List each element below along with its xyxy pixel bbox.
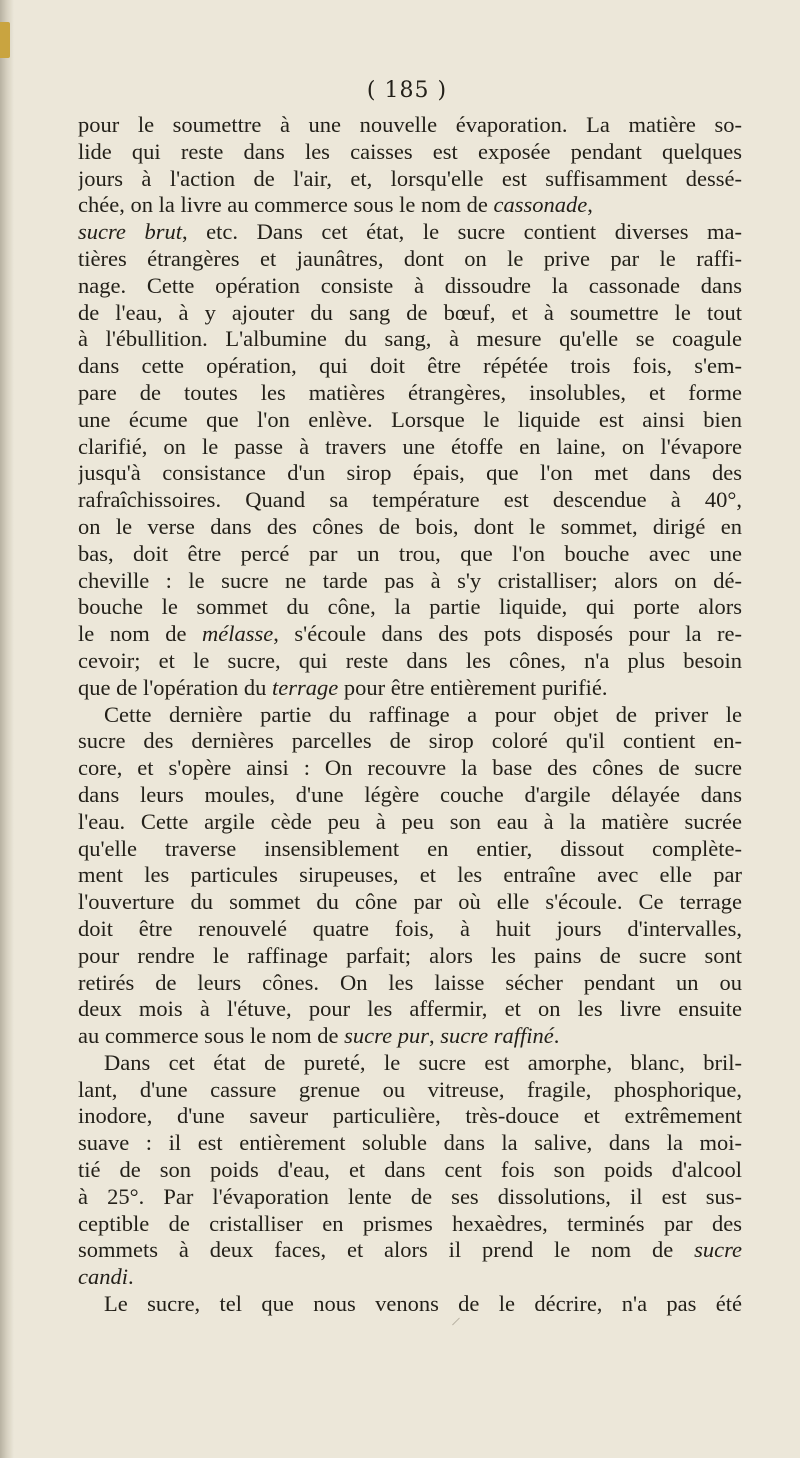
text-line bbox=[78, 1264, 742, 1291]
text-run: de l'eau, à y ajouter du sang de bœuf, et à soumettre le tout bbox=[78, 299, 742, 325]
text-line bbox=[78, 702, 742, 729]
text-run: suave : il est entièrement soluble dans la salive, dans la moi- bbox=[78, 1130, 742, 1156]
text-line bbox=[78, 621, 742, 648]
text-line bbox=[78, 568, 742, 595]
text-run: sucre des dernières parcelles de sirop coloré qu'il contient en- bbox=[78, 728, 742, 754]
pencil-mark bbox=[452, 1318, 467, 1333]
italic-term: sucre bbox=[694, 1237, 742, 1263]
text-line bbox=[78, 1157, 742, 1184]
text-run: pour le soumettre à une nouvelle évaporation. La matière so- bbox=[78, 112, 742, 137]
text-run: pare de toutes les matières étrangères, insolubles, et forme bbox=[78, 379, 742, 405]
text-run: l'eau. Cette argile cède peu à peu son eau à la matière sucrée bbox=[78, 808, 742, 834]
text-line bbox=[78, 1184, 742, 1211]
text-line bbox=[78, 1291, 742, 1318]
text-run: tières étrangères et jaunâtres, dont on le prive par le raffi- bbox=[78, 245, 742, 271]
text-line bbox=[78, 1237, 742, 1264]
text-run: tié de son poids d'eau, et dans cent fois son poids d'alcool bbox=[78, 1157, 742, 1183]
text-line bbox=[78, 300, 742, 327]
text-line bbox=[78, 943, 742, 970]
text-line bbox=[78, 1050, 742, 1077]
text-line bbox=[78, 541, 742, 568]
text-run: à 25°. Par l'évaporation lente de ses dissolutions, il est sus- bbox=[78, 1183, 742, 1209]
text-run: pour être entièrement purifié. bbox=[338, 674, 608, 700]
text-line bbox=[78, 1023, 742, 1050]
text-run: , etc. Dans cet état, le sucre contient diverses ma- bbox=[181, 219, 742, 245]
text-run: Dans cet état de pureté, le sucre est amorphe, blanc, bril- bbox=[104, 1049, 742, 1075]
text-run: qu'elle traverse insensiblement en entier, dissout complète- bbox=[78, 835, 742, 861]
text-line bbox=[78, 809, 742, 836]
text-run: Cette dernière partie du raffinage a pour objet de priver le bbox=[104, 701, 742, 727]
text-run: ment les particules sirupeuses, et les entraîne avec elle par bbox=[78, 862, 742, 888]
text-run: inodore, d'une saveur particulière, très-douce et extrêmement bbox=[78, 1103, 742, 1129]
text-line bbox=[78, 380, 742, 407]
text-line bbox=[78, 219, 742, 246]
text-line bbox=[78, 728, 742, 755]
text-run: que de l'opération du bbox=[78, 674, 272, 700]
text-line bbox=[78, 353, 742, 380]
text-line bbox=[78, 139, 742, 166]
text-run: bas, doit être percé par un trou, que l'on bouche avec une bbox=[78, 540, 742, 566]
text-run: . bbox=[553, 1023, 560, 1049]
text-run: une écume que l'on enlève. Lorsque le liquide est ainsi bien bbox=[78, 406, 742, 432]
text-run: nage. Cette opération consiste à dissoudre la cassonade dans bbox=[78, 272, 742, 298]
text-line bbox=[78, 487, 742, 514]
text-run: Le sucre, tel que nous venons de le décrire, n'a pas été bbox=[104, 1291, 742, 1317]
text-run: lant, d'une cassure grenue ou vitreuse, fragile, phosphorique, bbox=[78, 1076, 742, 1102]
text-run: cheville : le sucre ne tarde pas à s'y cristalliser; alors on dé- bbox=[78, 567, 742, 593]
text-run: cevoir; et le sucre, qui reste dans les cônes, n'a plus besoin bbox=[78, 647, 742, 673]
italic-term: mélasse bbox=[202, 621, 274, 647]
text-run: . bbox=[128, 1264, 134, 1290]
text-run: dans leurs moules, d'une légère couche d'argile délayée dans bbox=[78, 781, 742, 807]
text-line bbox=[78, 594, 742, 621]
text-line bbox=[78, 192, 742, 219]
text-line bbox=[78, 1130, 742, 1157]
text-line bbox=[78, 514, 742, 541]
text-line bbox=[78, 407, 742, 434]
italic-term: terrage bbox=[272, 674, 339, 700]
text-run: chée, on la livre au commerce sous le nom de bbox=[78, 192, 494, 218]
text-run: jours à l'action de l'air, et, lorsqu'elle est suffisamment dessé- bbox=[78, 165, 742, 191]
text-line bbox=[78, 970, 742, 997]
body-text bbox=[78, 112, 742, 1318]
text-run: lide qui reste dans les caisses est exposée pendant quelques bbox=[78, 138, 742, 164]
page-edge-tab bbox=[0, 22, 10, 58]
text-line bbox=[78, 836, 742, 863]
italic-term: cassonade bbox=[493, 192, 588, 218]
text-run: à l'ébullition. L'albumine du sang, à mesure qu'elle se coagule bbox=[78, 326, 742, 352]
text-run: , s'écoule dans des pots disposés pour la re- bbox=[273, 621, 742, 647]
text-run: , bbox=[428, 1023, 441, 1049]
text-line bbox=[78, 755, 742, 782]
text-line bbox=[78, 1103, 742, 1130]
text-line bbox=[78, 273, 742, 300]
text-line bbox=[78, 112, 742, 139]
text-run: ceptible de cristalliser en prismes hexaèdres, terminés par des bbox=[78, 1210, 742, 1236]
text-line bbox=[78, 1211, 742, 1238]
italic-term: sucre brut bbox=[78, 219, 182, 245]
text-run: core, et s'opère ainsi : On recouvre la base des cônes de sucre bbox=[78, 755, 742, 781]
italic-term: candi bbox=[78, 1264, 128, 1290]
text-line bbox=[78, 1077, 742, 1104]
text-run: sommets à deux faces, et alors il prend le nom de bbox=[78, 1237, 695, 1263]
text-line bbox=[78, 246, 742, 273]
italic-term: sucre raffiné bbox=[440, 1023, 554, 1049]
text-run: deux mois à l'étuve, pour les affermir, et on les livre ensuite bbox=[78, 996, 742, 1022]
text-run: l'ouverture du sommet du cône par où elle s'écoule. Ce terrage bbox=[78, 889, 742, 915]
text-run: pour rendre le raffinage parfait; alors les pains de sucre sont bbox=[78, 942, 742, 968]
text-run: rafraîchissoires. Quand sa température est descendue à 40°, bbox=[78, 487, 742, 513]
text-line bbox=[78, 166, 742, 193]
text-run: jusqu'à consistance d'un sirop épais, que l'on met dans des bbox=[78, 460, 742, 486]
text-run: , bbox=[587, 192, 593, 218]
text-run: clarifié, on le passe à travers une étoffe en laine, on l'évapore bbox=[78, 433, 742, 459]
text-run: retirés de leurs cônes. On les laisse sécher pendant un ou bbox=[78, 969, 742, 995]
text-line bbox=[78, 648, 742, 675]
text-run: on le verse dans des cônes de bois, dont le sommet, dirigé en bbox=[78, 513, 742, 539]
text-line bbox=[78, 916, 742, 943]
italic-term: sucre pur bbox=[344, 1023, 429, 1049]
text-line bbox=[78, 782, 742, 809]
text-run: bouche le sommet du cône, la partie liquide, qui porte alors bbox=[78, 594, 742, 620]
text-line bbox=[78, 326, 742, 353]
text-line bbox=[78, 996, 742, 1023]
text-line bbox=[78, 434, 742, 461]
text-run: le nom de bbox=[78, 621, 203, 647]
text-line bbox=[78, 460, 742, 487]
text-line bbox=[78, 862, 742, 889]
page-number: ( 185 ) bbox=[366, 78, 448, 103]
text-run: doit être renouvelé quatre fois, à huit jours d'intervalles, bbox=[78, 915, 742, 941]
text-line bbox=[78, 889, 742, 916]
page-binding-edge bbox=[0, 0, 14, 1458]
text-line bbox=[78, 675, 742, 702]
text-run: au commerce sous le nom de bbox=[78, 1023, 345, 1049]
text-run: dans cette opération, qui doit être répétée trois fois, s'em- bbox=[78, 353, 742, 379]
